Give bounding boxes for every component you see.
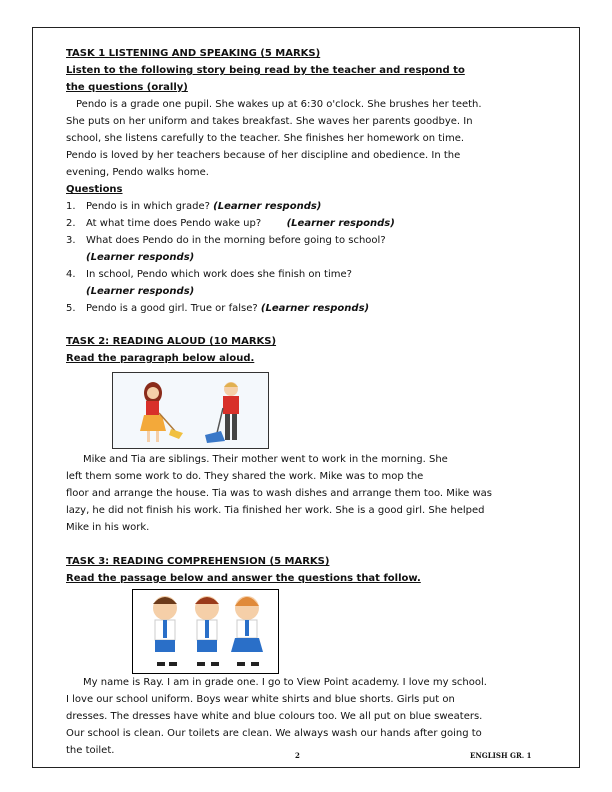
question-number: 3. bbox=[66, 235, 76, 246]
question-item bbox=[66, 266, 482, 283]
paragraph-line: My name is Ray. I am in grade one. I go to View Point academy. I love my school. bbox=[83, 677, 487, 688]
question-text: What does Pendo do in the morning before going to school? bbox=[86, 235, 386, 246]
question-item bbox=[66, 300, 482, 317]
paragraph-line: Our school is clean. Our toilets are clean. We always wash our hands after going to bbox=[66, 728, 482, 739]
story-line: evening, Pendo walks home. bbox=[66, 167, 209, 178]
question-item bbox=[66, 232, 482, 249]
task1-instruction-line: Listen to the following story being read by the teacher and respond to bbox=[66, 65, 465, 76]
task3-paragraph bbox=[66, 674, 487, 759]
paragraph-line: floor and arrange the house. Tia was to wash dishes and arrange them too. Mike was bbox=[66, 488, 492, 499]
paragraph-line: left them some work to do. They shared the work. Mike was to mop the bbox=[66, 471, 424, 482]
story-line: Pendo is loved by her teachers because of her discipline and obedience. In the bbox=[66, 150, 461, 161]
task2-instruction: Read the paragraph below aloud. bbox=[66, 353, 255, 364]
questions-heading: Questions bbox=[66, 184, 123, 195]
task2-heading bbox=[66, 333, 276, 367]
school-children-illustration bbox=[132, 589, 279, 674]
question-response: (Learner responds) bbox=[260, 303, 370, 314]
question-number: 4. bbox=[66, 269, 76, 280]
question-text: In school, Pendo which work does she finish on time? bbox=[86, 269, 352, 280]
task1-instruction-line: the questions (orally) bbox=[66, 82, 188, 93]
task2-title: TASK 2: READING ALOUD (10 MARKS) bbox=[66, 336, 277, 347]
task3-heading bbox=[66, 553, 421, 587]
story-line: school, she listens carefully to the teacher. She finishes her homework on time. bbox=[66, 133, 465, 144]
paragraph-line: dresses. The dresses have white and blue colours too. We all put on blue sweaters. bbox=[66, 711, 483, 722]
question-item bbox=[66, 215, 482, 232]
story-line: Pendo is a grade one pupil. She wakes up at 6:30 o'clock. She brushes her teeth. bbox=[76, 99, 482, 110]
task1-title: TASK 1 LISTENING AND SPEAKING (5 MARKS) bbox=[66, 48, 321, 59]
question-text: Pendo is a good girl. True or false? bbox=[86, 303, 261, 314]
paragraph-line: the toilet. bbox=[66, 745, 115, 756]
question-response: (Learner responds) bbox=[286, 218, 395, 229]
paragraph-line: I love our school uniform. Boys wear white shirts and blue shorts. Girls put on bbox=[66, 694, 455, 705]
footer-subject: ENGLISH GR. 1 bbox=[470, 751, 532, 760]
question-number: 2. bbox=[66, 218, 76, 229]
question-item bbox=[66, 198, 482, 215]
question-number: 5. bbox=[66, 303, 76, 314]
question-number: 1. bbox=[66, 201, 76, 212]
task3-title: TASK 3: READING COMPREHENSION (5 MARKS) bbox=[66, 556, 330, 567]
paragraph-line: Mike and Tia are siblings. Their mother went to work in the morning. She bbox=[83, 454, 448, 465]
task1-section bbox=[66, 45, 482, 317]
paragraph-line: lazy, he did not finish his work. Tia finished her work. She is a good girl. She helped bbox=[66, 505, 485, 516]
question-text: At what time does Pendo wake up? bbox=[86, 218, 287, 229]
page-number: 2 bbox=[295, 751, 300, 760]
siblings-cleaning-illustration bbox=[112, 372, 269, 449]
story-line: She puts on her uniform and takes breakfast. She waves her parents goodbye. In bbox=[66, 116, 473, 127]
task2-paragraph bbox=[66, 451, 492, 536]
question-response: (Learner responds) bbox=[86, 252, 195, 263]
paragraph-line: Mike in his work. bbox=[66, 522, 150, 533]
question-text: Pendo is in which grade? bbox=[86, 201, 214, 212]
question-response: (Learner responds) bbox=[213, 201, 322, 212]
task3-instruction: Read the passage below and answer the questions that follow. bbox=[66, 573, 421, 584]
question-response: (Learner responds) bbox=[86, 286, 195, 297]
